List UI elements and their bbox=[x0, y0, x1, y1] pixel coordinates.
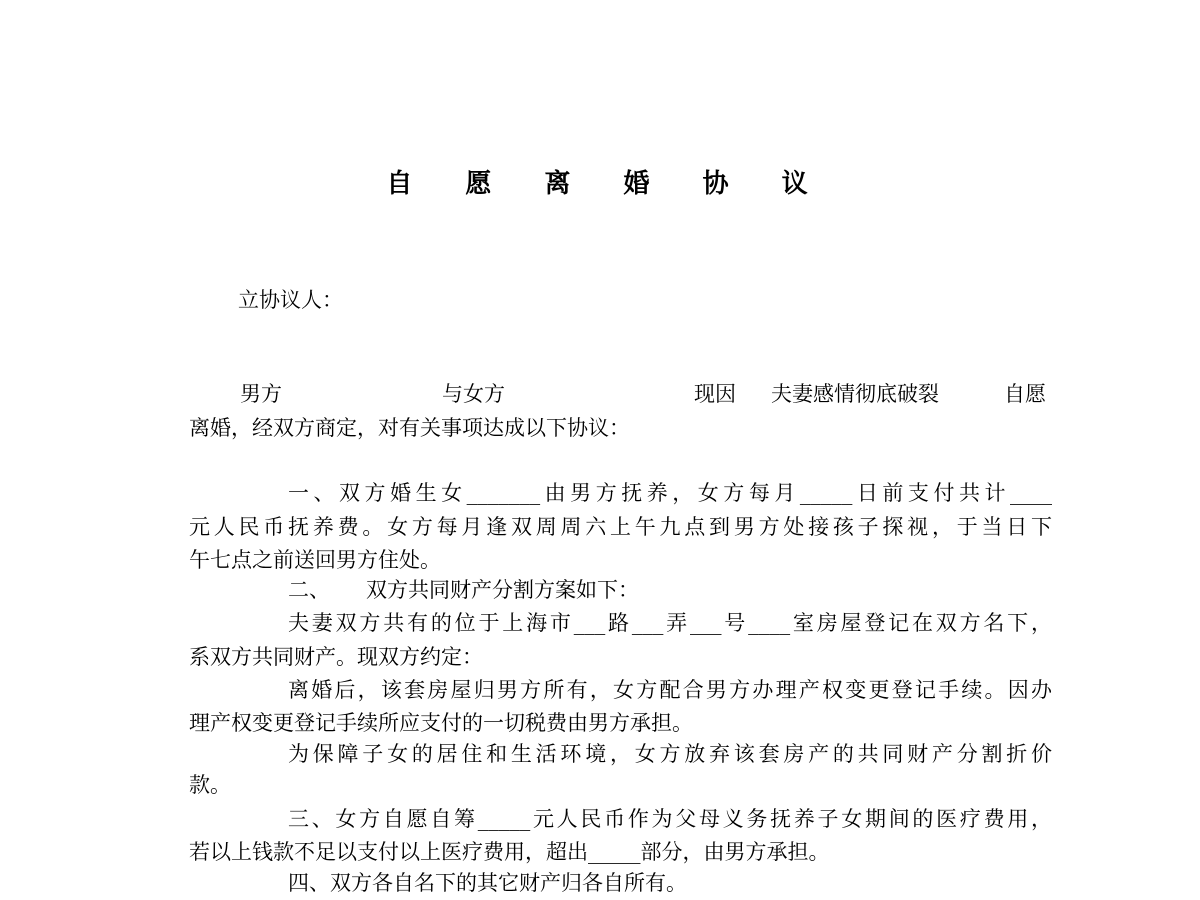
clause-2-paragraph-2-line-1: 离婚后，该套房屋归男方所有，女方配合男方办理产权变更登记手续。因办 bbox=[288, 678, 1052, 702]
divorce-reason: 夫妻感情彻底破裂 bbox=[771, 382, 939, 406]
female-party-label: 与女方 bbox=[442, 382, 505, 406]
clause-4-line-1: 四、双方各自名下的其它财产归各自所有。 bbox=[288, 871, 687, 895]
clause-2-heading-number: 二、 bbox=[288, 578, 330, 602]
document-title: 自 愿 离 婚 协 议 bbox=[386, 169, 830, 199]
clause-1-line-2: 元人民币抚养费。女方每月逢双周周六上午九点到男方处接孩子探视，于当日下 bbox=[189, 515, 1052, 539]
clause-2-paragraph-1-line-2: 系双方共同财产。现双方约定： bbox=[189, 645, 483, 669]
clause-1-line-1: 一、双方婚生女_______由男方抚养，女方每月_____日前支付共计____ bbox=[288, 481, 1052, 505]
clause-2-paragraph-3-line-1: 为保障子女的居住和生活环境，女方放弃该套房产的共同财产分割折价 bbox=[288, 742, 1052, 766]
reason-prefix: 现因 bbox=[694, 382, 736, 406]
clause-3-line-2: 若以上钱款不足以支付以上医疗费用，超出_____部分，由男方承担。 bbox=[189, 840, 830, 864]
voluntary-label: 自愿 bbox=[1004, 382, 1046, 406]
clause-3-line-1: 三、女方自愿自筹_____元人民币作为父母义务抚养子女期间的医疗费用， bbox=[288, 807, 1052, 831]
clause-2-paragraph-2-line-2: 理产权变更登记手续所应支付的一切税费由男方承担。 bbox=[189, 711, 693, 735]
clause-1-line-3: 午七点之前送回男方住处。 bbox=[189, 548, 441, 572]
clause-2-paragraph-3-line-2: 款。 bbox=[189, 773, 231, 797]
preamble-line-2: 离婚，经双方商定，对有关事项达成以下协议： bbox=[189, 416, 630, 440]
male-party-label: 男方 bbox=[240, 382, 282, 406]
clause-2-paragraph-1-line-1: 夫妻双方共有的位于上海市___路___弄___号____室房屋登记在双方名下， bbox=[288, 611, 1052, 635]
parties-label: 立协议人： bbox=[238, 288, 343, 312]
clause-2-heading: 双方共同财产分割方案如下： bbox=[366, 578, 639, 602]
